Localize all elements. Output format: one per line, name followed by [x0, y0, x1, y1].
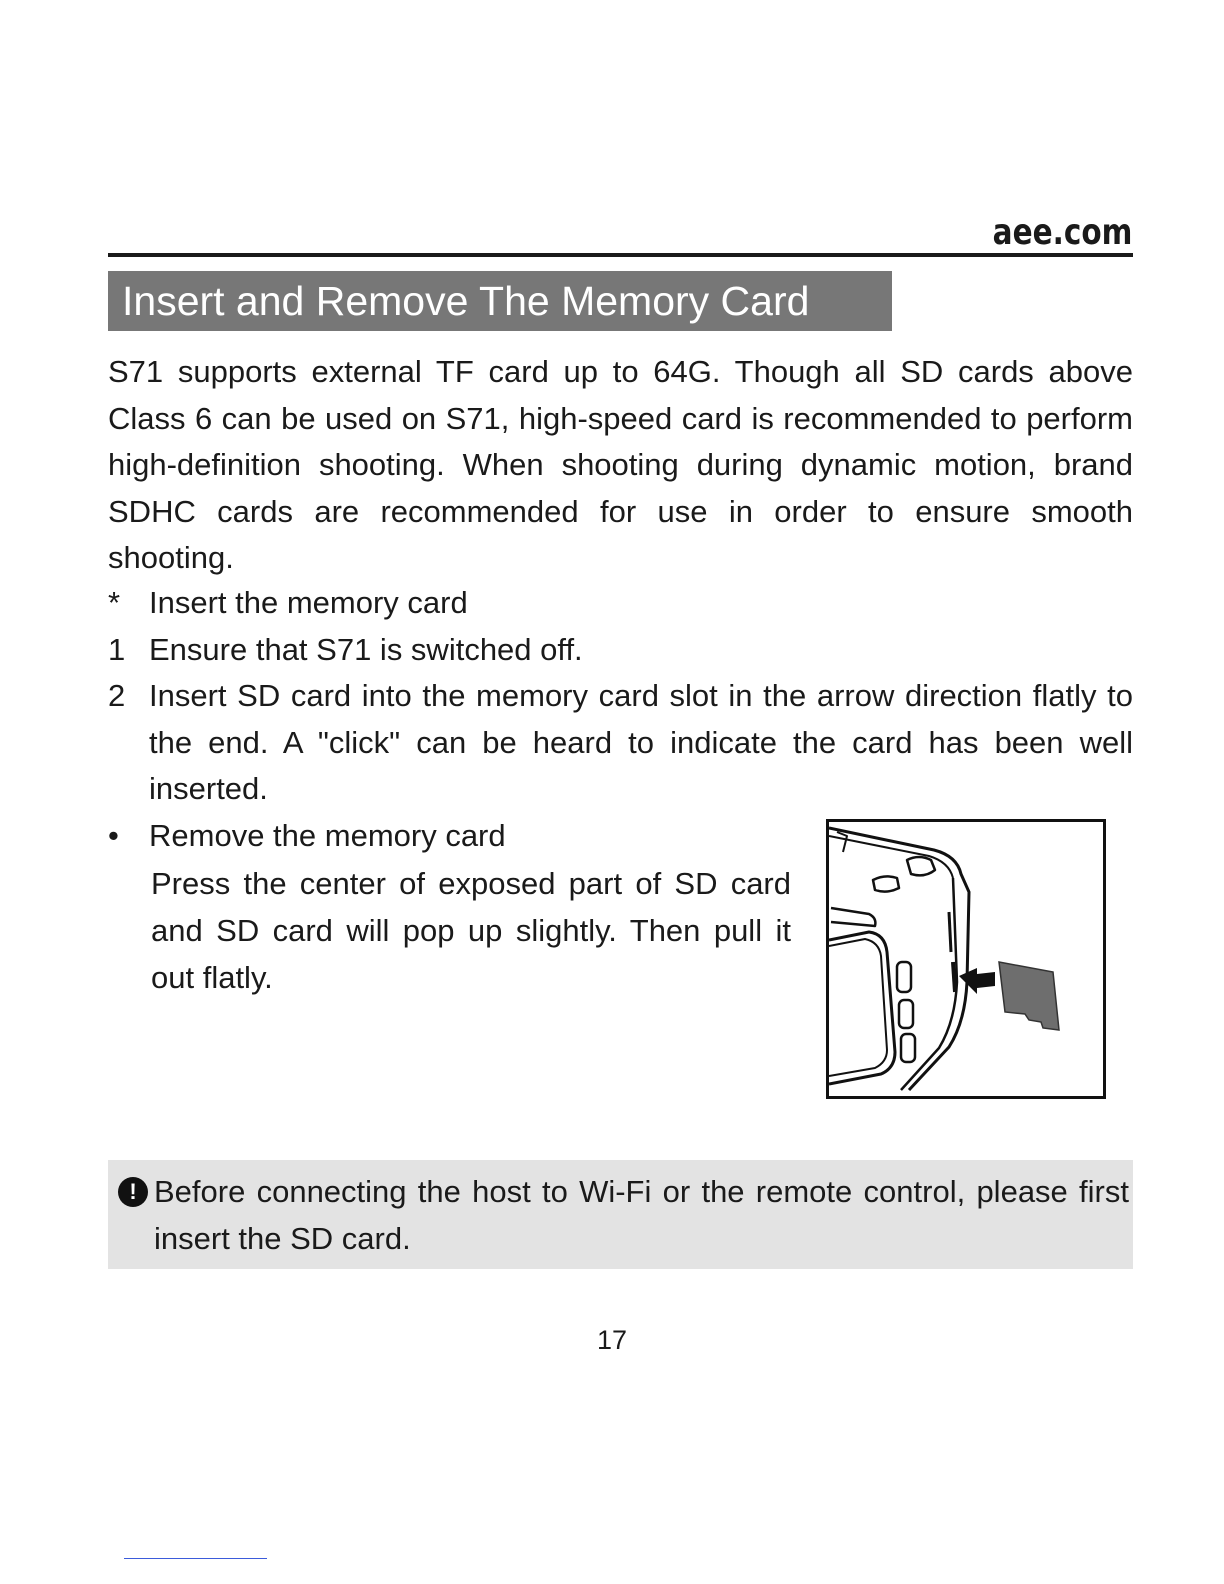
list-marker: • [108, 818, 119, 853]
camera-sd-card-insertion-icon [829, 822, 1103, 1096]
list-item-text: Insert SD card into the memory card slot in the arrow direction flatly to the end. A "click" can be heard to indicate the card has been well inserted. [149, 678, 1133, 806]
list-item-text: Insert the memory card [149, 585, 468, 620]
list-marker: * [108, 585, 121, 620]
page-number: 17 [596, 1325, 628, 1355]
list-item-text: Remove the memory card [149, 818, 506, 853]
camera-sd-card-illustration [826, 819, 1106, 1099]
note-box [108, 1160, 1133, 1269]
list-marker: 2 [108, 678, 126, 713]
list-item [108, 580, 1133, 627]
remove-instructions: Press the center of exposed part of SD card and SD card will pop up slightly. Then pull it out flatly. [151, 866, 791, 995]
section-title: Insert and Remove The Memory Card [108, 271, 892, 331]
note-text: Before connecting the host to Wi-Fi or the remote control, please first insert the SD card. [154, 1174, 1129, 1256]
list-item [108, 673, 1133, 813]
list-marker: 1 [108, 632, 126, 667]
list-item [108, 813, 808, 860]
list-item-text: Ensure that S71 is switched off. [149, 632, 583, 667]
header-rule [108, 253, 1133, 257]
exclamation-icon: ! [118, 1177, 148, 1207]
intro-paragraph: S71 supports external TF card up to 64G. Though all SD cards above Class 6 can be used on S71, high-speed card is recommended to perform high-definition shooting. When shooting during dynamic motion, brand SDHC cards are recommended for use in order to ensure smooth shooting. [108, 354, 1133, 575]
brand-logo: aee.com [992, 212, 1132, 253]
list-item [108, 627, 1133, 674]
footer-line [124, 1558, 267, 1559]
